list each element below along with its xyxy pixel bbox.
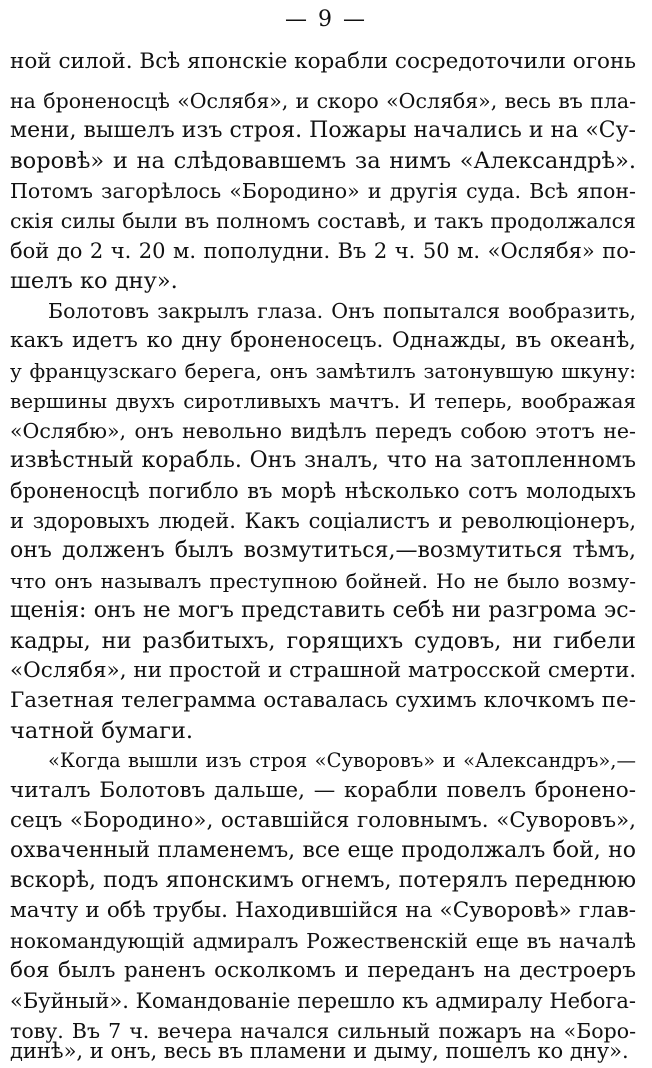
page-number: — 9 — <box>285 7 367 32</box>
text-line: тову. Въ 7 ч. вечера начался сильный пожаръ на «Боро- <box>10 1019 636 1043</box>
text-line: читалъ Болотовъ дальше, — корабли повелъ броненo- <box>10 778 636 803</box>
text-line: охваченный пламенемъ, все еще продолжалъ бой, но <box>10 838 636 863</box>
text-line: воровѣ» и на слѣдовавшемъ за нимъ «Александрѣ». <box>10 148 636 174</box>
text-line: мачту и обѣ трубы. Находившійся на «Суворовѣ» глав- <box>10 898 636 923</box>
text-line: «Ослябя», ни простой и страшной матросской смерти. <box>10 658 637 683</box>
text-line: скія силы были въ полномъ составѣ, и такъ продолжался <box>10 209 636 233</box>
text-line: какъ идетъ ко дну броненосецъ. Однажды, въ океанѣ, <box>10 328 636 353</box>
text-line: извѣстный корабль. Онъ зналъ, что на затопленномъ <box>10 448 636 473</box>
text-line: вершины двухъ сиротливыхъ мачтъ. И теперь, воображая <box>10 389 636 413</box>
text-line: Газетная телеграмма оставалась сухимъ клочкомъ пе- <box>10 688 636 713</box>
text-line: вскорѣ, подъ японскимъ огнемъ, потерялъ переднюю <box>10 868 636 893</box>
text-line: что онъ называлъ преступною бойней. Но не было возму- <box>10 569 636 593</box>
text-line: «Буйный». Командованіе перешло къ адмиралу Небога- <box>10 989 636 1013</box>
text-line: чатной бумаги. <box>10 718 194 744</box>
text-line: онъ долженъ былъ возмутиться,—возмутиться тѣмъ, <box>10 538 636 563</box>
text-line: ной силой. Всѣ японскіе корабли сосредоточили огонь <box>10 49 636 74</box>
text-line: мени, вышелъ изъ строя. Пожары начались и на «Су- <box>10 118 636 143</box>
text-line: бой до 2 ч. 20 м. пополудни. Въ 2 ч. 50 м. «Ослябя» по- <box>10 239 636 263</box>
text-line: щенія: онъ не могъ представить себѣ ни разгрома эс- <box>10 598 636 623</box>
text-line: кадры, ни разбитыхъ, горящихъ судовъ, ни гибели <box>10 628 636 654</box>
text-line: у французскаго берега, онъ замѣтилъ затонувшую шкуну: <box>10 359 636 383</box>
text-line: боя былъ раненъ осколкомъ и переданъ на дестроеръ <box>10 958 636 983</box>
text-line: броненосцѣ погибло въ морѣ нѣсколько сотъ молодыхъ <box>10 479 636 503</box>
text-line: динѣ», и онъ, весь въ пламени и дыму, пошелъ ко дну». <box>10 1039 629 1063</box>
text-line: на броненосцѣ «Ослябя», и скоро «Ослябя», весь въ пла- <box>10 89 636 113</box>
text-line: «Когда вышли изъ строя «Суворовъ» и «Александръ»,— <box>48 749 636 772</box>
text-line: сецъ «Бородино», оставшійся головнымъ. «Суворовъ», <box>10 808 636 833</box>
text-line: Потомъ загорѣлось «Бородино» и другія суда. Всѣ япон- <box>10 179 636 203</box>
text-line: Болотовъ закрылъ глаза. Онъ попытался вообразить, <box>48 299 636 323</box>
text-line: «Ослябю», онъ невольно видѣлъ передъ собою этотъ не- <box>10 419 636 443</box>
text-line: нокомандующій адмиралъ Рожественскій еще въ началѣ <box>10 929 636 953</box>
text-line: шелъ ко дну». <box>10 268 178 294</box>
text-line: и здоровыхъ людей. Какъ соціалистъ и революціонеръ, <box>10 509 636 533</box>
